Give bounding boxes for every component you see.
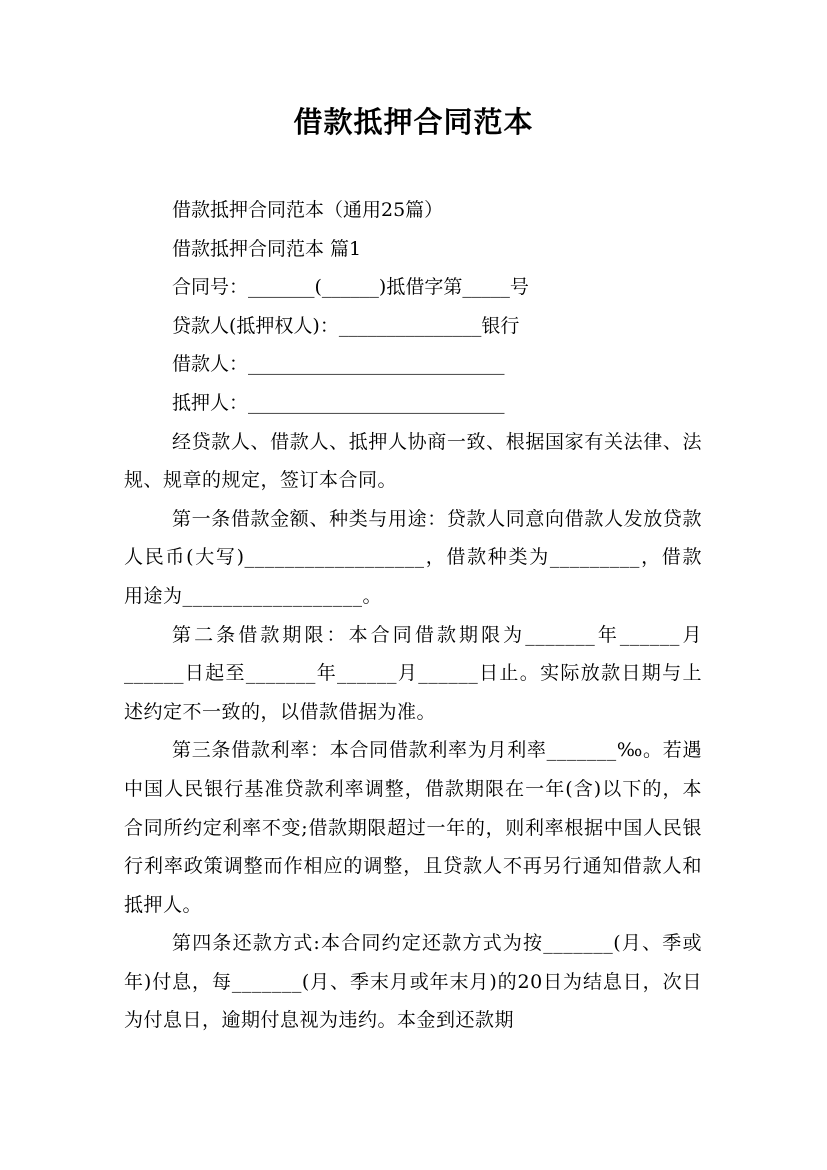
article-3-paragraph: 第三条借款利率：本合同借款利率为月利率_______‰。若遇中国人民银行基准贷款利率调整，借款期限在一年(含)以下的，本合同所约定利率不变;借款期限超过一年的，则利率根据中国人民银行利率政策调整而作相应的调整，且贷款人不再另行通知借款人和抵押人。 (124, 739, 702, 916)
document-body (124, 191, 702, 1040)
contract-collection-title: 借款抵押合同范本（通用25篇） (172, 199, 444, 221)
preamble-paragraph: 经贷款人、借款人、抵押人协商一致、根据国家有关法律、法规、规章的规定，签订本合同。 (124, 430, 702, 492)
document-title: 借款抵押合同范本 (293, 105, 534, 139)
article-2-paragraph: 第二条借款期限：本合同借款期限为_______年______月______日起至_______年______月______日止。实际放款日期与上述约定不一致的，以借款借据为准。 (124, 623, 702, 723)
article-4-paragraph: 第四条还款方式:本合同约定还款方式为按_______(月、季或年)付息，每_______(月、季末月或年末月)的20日为结息日，次日为付息日，逾期付息视为违约。本金到还款期 (124, 932, 702, 1032)
mortgagor-line: 抵押人：___________________________ (172, 391, 505, 414)
contract-section-heading: 借款抵押合同范本 篇1 (172, 237, 362, 260)
contract-number-line: 合同号：_______(______)抵借字第_____号 (172, 276, 529, 299)
borrower-line: 借款人：___________________________ (172, 353, 505, 376)
article-1-paragraph: 第一条借款金额、种类与用途：贷款人同意向借款人发放贷款人民币(大写)__________________，借款种类为_________，借款用途为__________________。 (124, 507, 702, 607)
lender-line: 贷款人(抵押权人)：_______________银行 (172, 314, 520, 337)
